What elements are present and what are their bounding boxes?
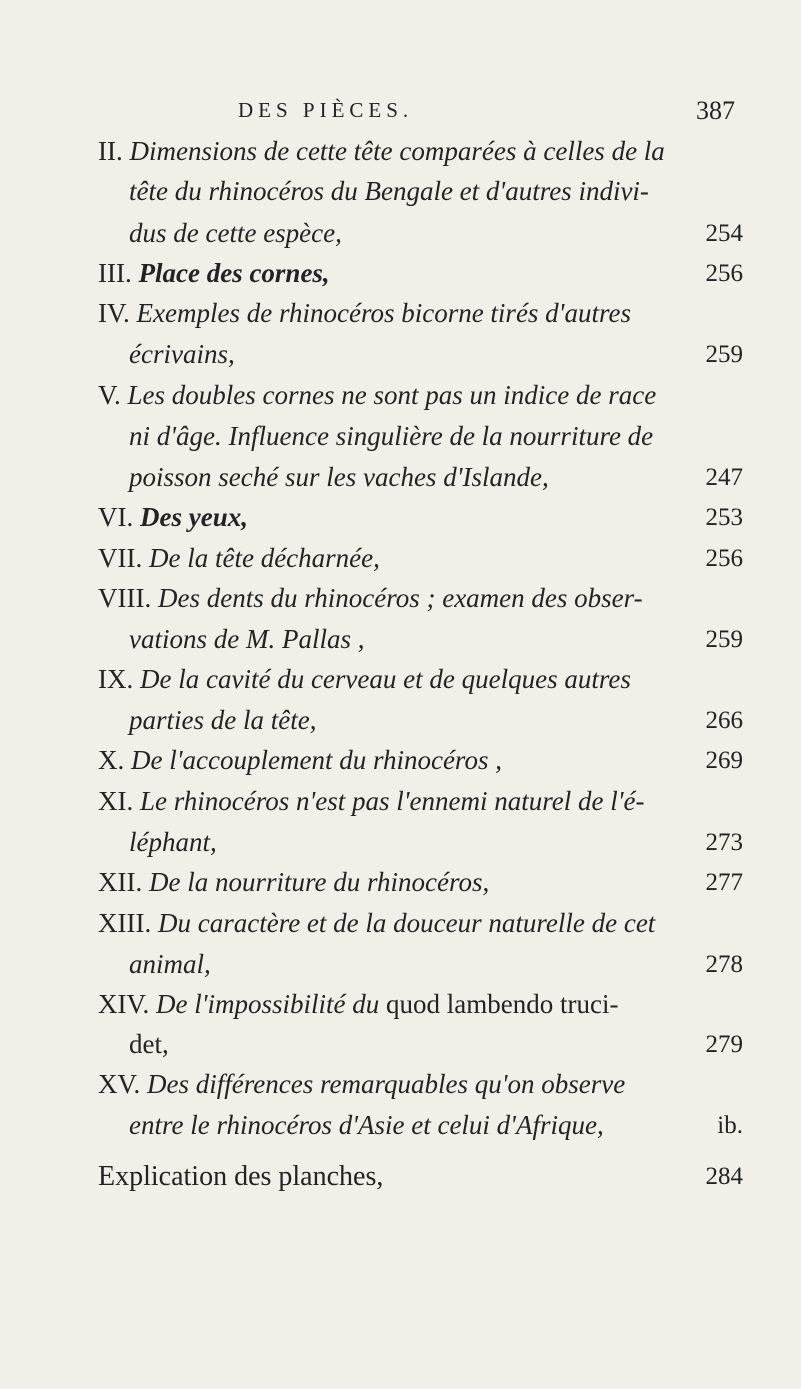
toc-entry-vi-line-1: VI. Des yeux,: [98, 502, 248, 532]
toc-entry-ix-line-2: parties de la tête,: [129, 705, 317, 735]
toc-entry-v-line-1: V. Les doubles cornes ne sont pas un indice de race: [98, 380, 657, 410]
toc-entry-ii-page: 254: [705, 220, 743, 247]
toc-entry-xii-page: 277: [705, 869, 743, 896]
page-number: 387: [696, 96, 735, 125]
toc-entry-vi-page: 253: [705, 504, 743, 531]
toc-entry-iii-page: 256: [705, 260, 743, 287]
toc-entry-v-line-3: poisson seché sur les vaches d'Islande,: [129, 462, 549, 492]
toc-entry-ix-page: 266: [705, 707, 743, 734]
toc-entry-xii-line-1: XII. De la nourriture du rhinocéros,: [98, 867, 490, 897]
toc-entry-v-page: 247: [705, 464, 743, 491]
toc-entry-xiii-line-1: XIII. Du caractère et de la douceur naturelle de cet: [98, 908, 656, 938]
toc-entry-ii-line-1: II. Dimensions de cette tête comparées à celles de la: [98, 136, 665, 166]
toc-entry-v-line-2: ni d'âge. Influence singulière de la nourriture de: [129, 421, 654, 451]
toc-entry-x-page: 269: [705, 747, 743, 774]
toc-entry-xiv-page: 279: [705, 1031, 743, 1058]
running-head: DES PIÈCES.: [238, 98, 414, 122]
toc-entry-iv-page: 259: [705, 341, 743, 368]
footer-page: 284: [705, 1163, 743, 1190]
toc-entry-vii-line-1: VII. De la tête décharnée,: [98, 543, 380, 573]
toc-entry-ii-line-3: dus de cette espèce,: [129, 218, 342, 248]
toc-entry-xiii-line-2: animal,: [129, 949, 211, 979]
toc-entry-iv-line-2: écrivains,: [129, 339, 235, 369]
toc-entry-xi-page: 273: [705, 829, 743, 856]
toc-entry-xv-line-1: XV. Des différences remarquables qu'on observe: [98, 1069, 626, 1099]
toc-entry-iv-line-1: IV. Exemples de rhinocéros bicorne tirés d'autres: [98, 298, 631, 328]
toc-entry-xi-line-1: XI. Le rhinocéros n'est pas l'ennemi naturel de l'é-: [98, 786, 645, 816]
toc-entry-xiv-line-1: XIV. De l'impossibilité du quod lambendo truci-: [98, 989, 619, 1019]
toc-entry-xiv-line-2: det,: [129, 1029, 169, 1059]
toc-entry-vii-page: 256: [705, 545, 743, 572]
toc-entry-viii-line-1: VIII. Des dents du rhinocéros ; examen des obser-: [98, 583, 643, 613]
toc-entry-ix-line-1: IX. De la cavité du cerveau et de quelques autres: [98, 664, 631, 694]
footer-explication: Explication des planches,: [98, 1161, 384, 1192]
toc-entry-xv-page: ib.: [717, 1112, 743, 1139]
toc-entry-viii-page: 259: [705, 626, 743, 653]
toc-entry-viii-line-2: vations de M. Pallas ,: [129, 624, 365, 654]
toc-entry-xv-line-2: entre le rhinocéros d'Asie et celui d'Afrique,: [129, 1110, 604, 1140]
toc-entry-ii-line-2: tête du rhinocéros du Bengale et d'autres indivi-: [129, 176, 649, 206]
toc-entry-xi-line-2: léphant,: [129, 827, 217, 857]
toc-entry-x-line-1: X. De l'accouplement du rhinocéros ,: [98, 745, 502, 775]
toc-entry-xiii-page: 278: [705, 951, 743, 978]
toc-entry-iii-line-1: III. Place des cornes,: [98, 258, 330, 288]
